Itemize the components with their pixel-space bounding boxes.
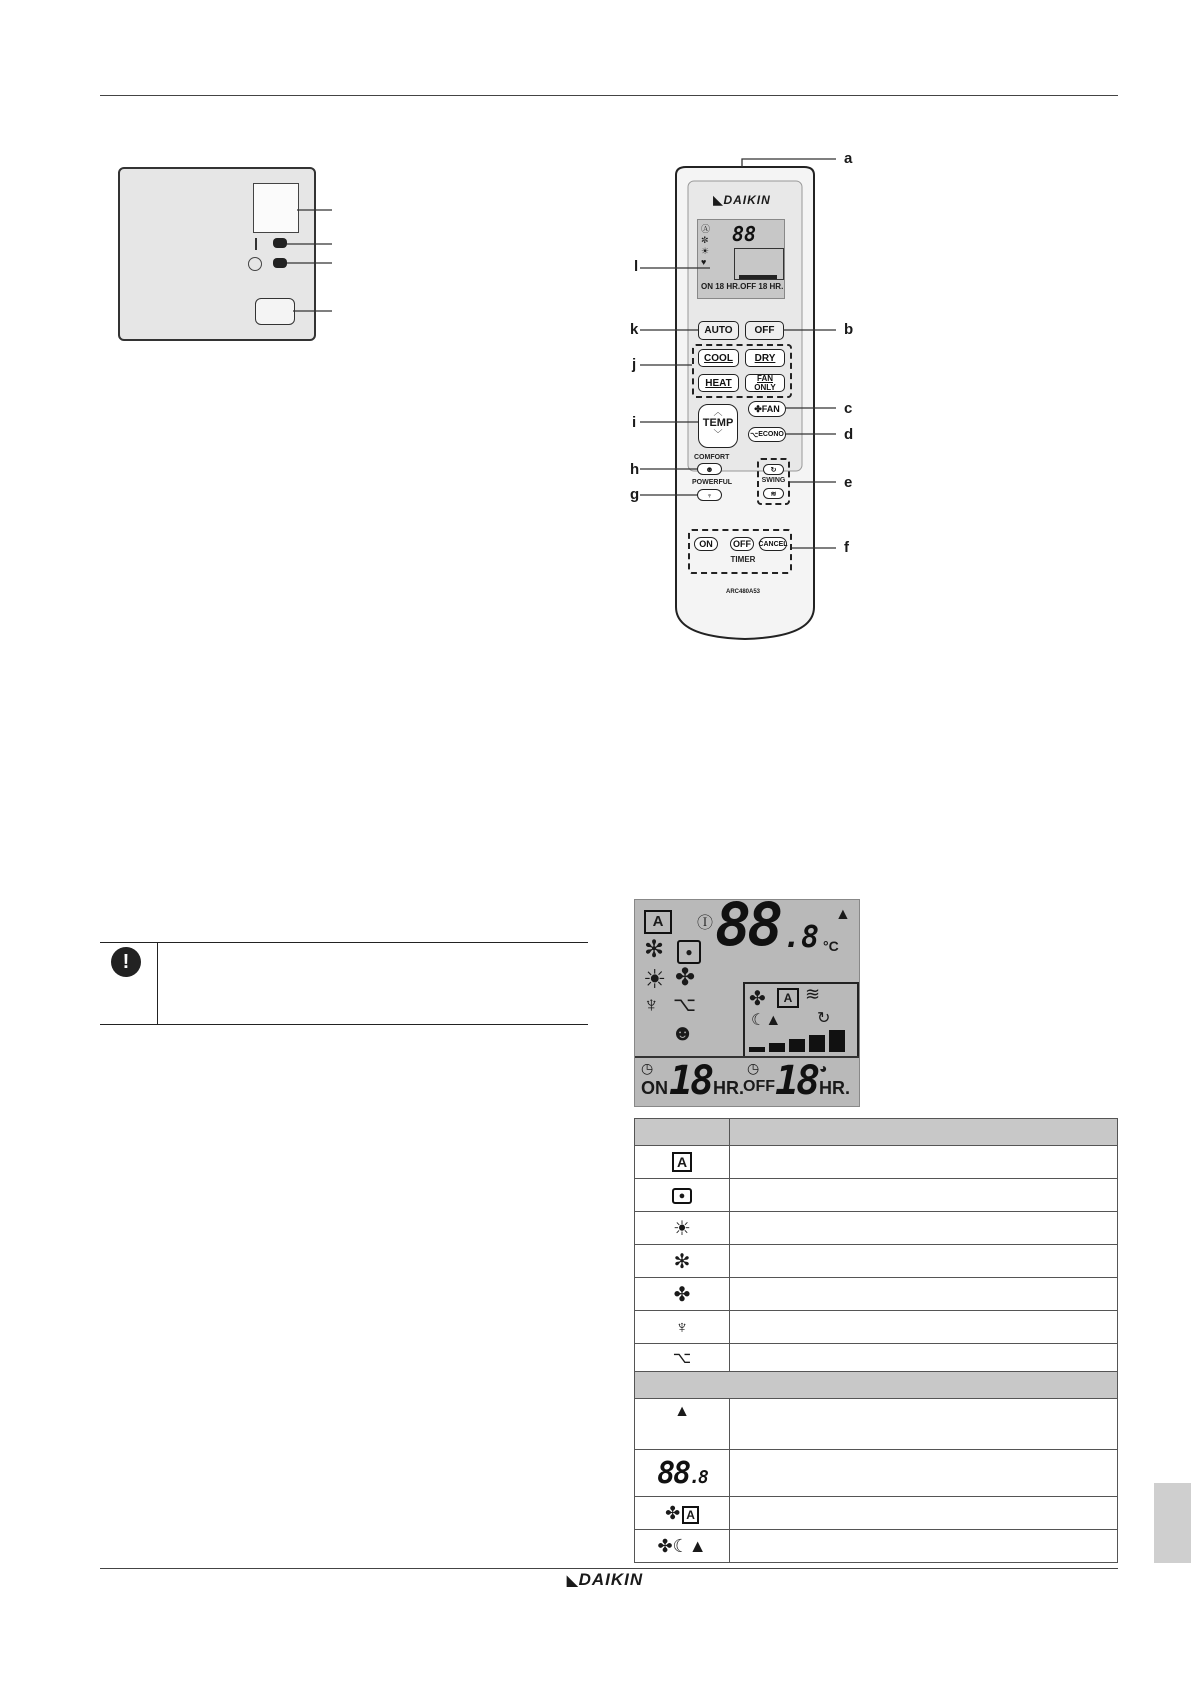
table-section-row [635, 1372, 1118, 1399]
auto-mode-icon: A [672, 1152, 692, 1172]
lcd-timer-settings-icon: ◕ [819, 1060, 828, 1076]
table-row [635, 1530, 1118, 1563]
callout-f: f [844, 539, 849, 556]
lcd-off-timer-clock-icon: ◷ [747, 1060, 760, 1076]
lcd-quiet-icon: ☾▲ [751, 1012, 782, 1029]
temp-up-icon[interactable]: ︿ [713, 407, 723, 417]
powerful-mode-icon: ♆ [675, 1316, 689, 1337]
remote-brand-logo: ◣DAIKIN [713, 193, 771, 207]
lcd-dry-icon: ● [677, 940, 701, 964]
lcd-off-timer-digits: 18 [775, 1058, 818, 1104]
lcd-swing-vertical-icon: ↻ [817, 1010, 831, 1027]
callout-g: g [630, 486, 640, 503]
lcd-up-arrow-icon: ▲ [835, 906, 851, 923]
remote-leader-lines [640, 150, 860, 570]
chapter-tab-marker [1154, 1483, 1191, 1563]
lcd-on-timer-digits: 18 [669, 1058, 712, 1104]
comfort-label: COMFORT [694, 454, 730, 461]
notice-divider [157, 943, 158, 1025]
lcd-cool-icon: ✻ [644, 936, 665, 963]
powerful-icon: ♆ [706, 490, 713, 500]
fan-only-button[interactable]: FAN ONLY [745, 374, 785, 392]
remote-model-number: ARC480A53 [725, 589, 761, 595]
daikin-triangle-icon: ◣ [713, 193, 724, 207]
lcd-on-timer-clock-icon: ◷ [641, 1060, 654, 1076]
lcd-fan-panel-auto-icon: A [777, 988, 799, 1008]
table-row [635, 1179, 1118, 1212]
table-row [635, 1146, 1118, 1179]
lcd-auto-icon: A [644, 910, 672, 934]
lcd-temp-unit: °C [823, 938, 839, 954]
timer-label: TIMER [730, 555, 756, 564]
footer-brand-logo: ◣DAIKIN [566, 1570, 644, 1589]
up-arrow-icon: ▲ [674, 1403, 690, 1420]
lcd-display [634, 899, 860, 1107]
fan-icon: ✤ [754, 403, 762, 414]
callout-h: h [630, 461, 640, 478]
table-row [635, 1311, 1118, 1344]
lcd-swing-horizontal-icon: ≋ [805, 984, 821, 1004]
callout-e: e [844, 474, 853, 491]
lcd-fan-icon: ✤ [675, 964, 696, 991]
timer-cancel-button[interactable]: CANCEL [759, 537, 787, 551]
fan-button[interactable]: ✤ FAN [748, 401, 786, 417]
table-row [635, 1399, 1118, 1450]
lcd-fan-panel-fan-icon: ✤ [749, 988, 766, 1010]
table-row [635, 1245, 1118, 1278]
callout-i: i [632, 414, 637, 431]
lcd-econo-icon: ⌥ [673, 994, 697, 1016]
callout-k: k [630, 321, 639, 338]
econo-mode-icon: ⌥ [672, 1349, 692, 1367]
remote-lcd-temp: 88 [732, 222, 757, 246]
remote-lcd-icons: Ⓐ ✼ ☀ ♥ [701, 224, 711, 267]
fan-auto-icon: ✤ A [665, 1503, 699, 1523]
fan-quiet-icon: ✤☾▲ [657, 1535, 707, 1556]
footer-daikin-triangle-icon: ◣ [566, 1572, 579, 1588]
notice-top-rule [100, 942, 588, 943]
timer-on-button[interactable]: ON [694, 537, 718, 551]
heat-button[interactable]: HEAT [698, 374, 739, 392]
timer-off-button[interactable]: OFF [730, 537, 754, 551]
lcd-symbols-table [634, 1118, 1118, 1563]
callout-j: j [632, 356, 637, 373]
notice-bottom-rule [100, 1024, 588, 1025]
swing-horizontal-icon: ≋ [770, 490, 777, 498]
callout-b: b [844, 321, 854, 338]
remote-lcd-timer: ON 18 HR.OFF 18 HR. [701, 282, 784, 291]
auto-button[interactable]: AUTO [698, 321, 739, 340]
table-row [635, 1278, 1118, 1311]
temp-label: TEMP [702, 417, 734, 429]
callout-c: c [844, 400, 853, 417]
temp-down-icon[interactable]: ﹀ [713, 429, 723, 439]
lcd-on-hr-label: HR. [713, 1078, 744, 1098]
lcd-comfort-icon: ☻ [671, 1020, 695, 1045]
table-row [635, 1497, 1118, 1530]
callout-a: a [844, 150, 853, 167]
cool-mode-icon: ✻ [673, 1250, 691, 1273]
lcd-on-label: ON [641, 1078, 668, 1098]
lcd-heat-icon: ☀ [643, 964, 667, 994]
lcd-temp-digits: 88 [715, 899, 780, 960]
callout-l: l [634, 258, 639, 275]
lcd-thermometer-icon: Ⓘ [697, 915, 714, 932]
off-button[interactable]: OFF [745, 321, 784, 340]
table-row [635, 1212, 1118, 1245]
callout-d: d [844, 426, 854, 443]
table-row [635, 1344, 1118, 1372]
lcd-fan-speed-bars [749, 1026, 849, 1052]
notice-icon: ! [111, 947, 141, 977]
lcd-temp-decimal: .8 [783, 920, 820, 955]
lcd-off-hr-label: HR. [819, 1078, 850, 1098]
econo-icon: ⌥ [750, 431, 759, 439]
temperature-display-icon: 88.8 [657, 1455, 707, 1491]
econo-button[interactable]: ⌥ ECONO [748, 427, 786, 442]
footer-rule [100, 1568, 1118, 1569]
swing-label: SWING [761, 477, 786, 484]
dry-button[interactable]: DRY [745, 349, 785, 367]
swing-vertical-icon: ↻ [770, 466, 777, 474]
lcd-powerful-icon: ♆ [643, 992, 660, 1017]
cool-button[interactable]: COOL [698, 349, 739, 367]
dry-mode-icon: ● [672, 1188, 692, 1204]
powerful-label: POWERFUL [692, 479, 733, 486]
lcd-fan-panel [743, 982, 859, 1058]
heat-mode-icon: ☀ [673, 1217, 691, 1240]
fan-mode-icon: ✤ [673, 1283, 691, 1306]
panel-leader-lines [0, 0, 400, 360]
comfort-person-icon: ☻ [705, 464, 714, 474]
table-header-row [635, 1119, 1118, 1146]
table-row [635, 1450, 1118, 1497]
lcd-off-label: OFF [743, 1078, 775, 1095]
